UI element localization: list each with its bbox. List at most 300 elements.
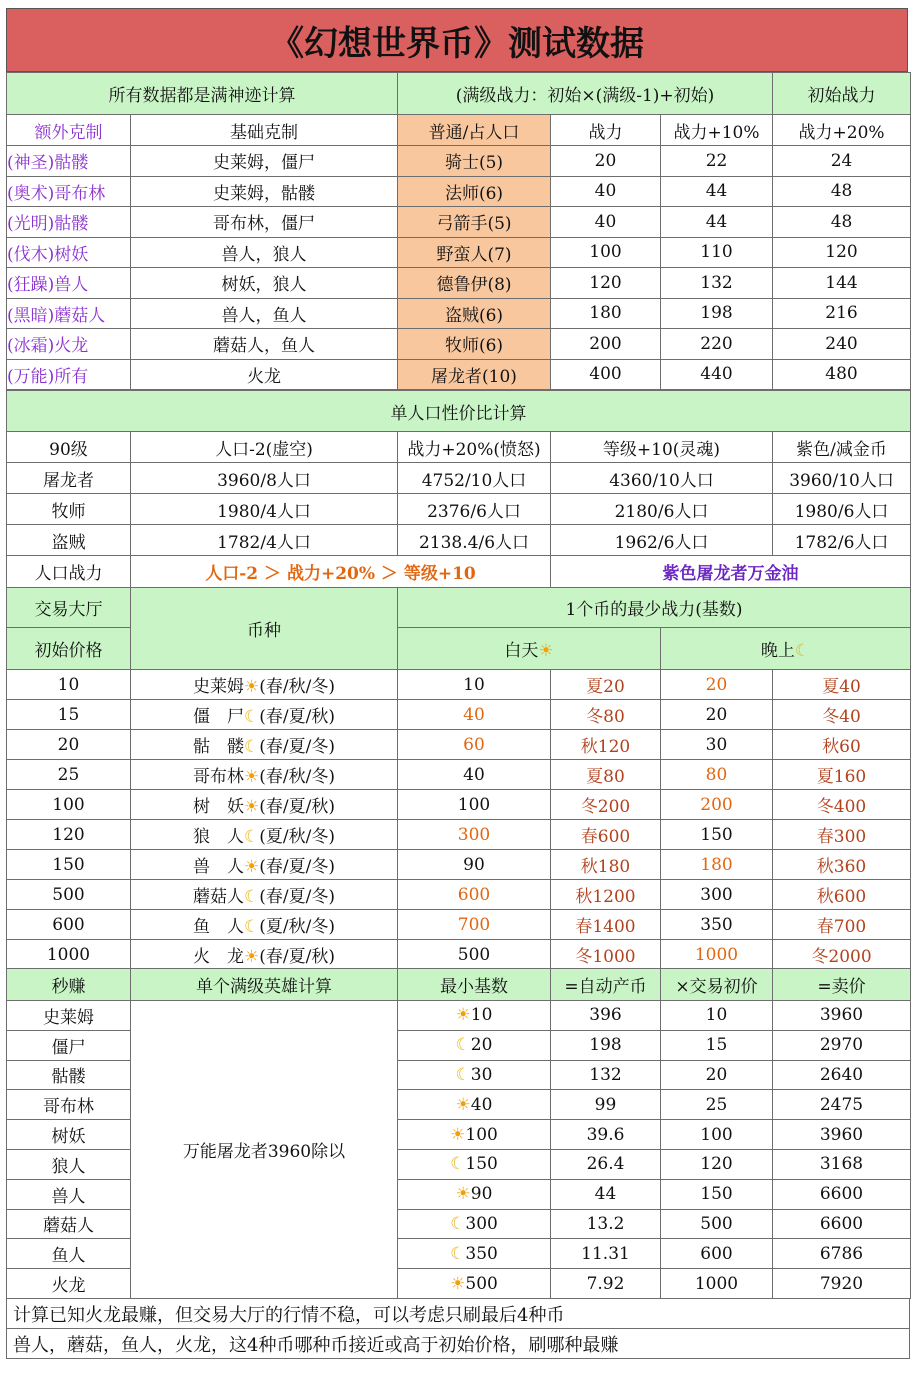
- hero-name-cell: 火龙: [7, 1269, 131, 1299]
- day-label: 白天: [504, 641, 539, 661]
- coin-row: [7, 880, 911, 910]
- power-10-cell: 110: [661, 237, 773, 268]
- night-season-cell: 春300: [773, 820, 911, 850]
- sell-price-cell: 6600: [773, 1209, 911, 1239]
- coin-cell: [131, 760, 398, 790]
- trade-price-cell: 10: [661, 1001, 773, 1031]
- base-counter-cell: 蘑菇人，鱼人: [131, 329, 398, 360]
- coin-name: 骷 髅: [193, 737, 244, 757]
- hero-name-cell: 哥布林: [7, 1090, 131, 1120]
- power-cell: 200: [551, 329, 661, 360]
- trade-price-cell: 20: [661, 1060, 773, 1090]
- col-level-10-soul: 等级+10(灵魂): [551, 432, 773, 463]
- moon-icon: ☾: [244, 827, 260, 847]
- day-season-cell: 秋180: [551, 850, 661, 880]
- sell-price-cell: 6600: [773, 1179, 911, 1209]
- hero-name-cell: 蘑菇人: [7, 1209, 131, 1239]
- base-counter-cell: 哥布林，僵尸: [131, 207, 398, 238]
- soul-cell: 1962/6人口: [551, 525, 773, 556]
- col-level: 90级: [7, 432, 131, 463]
- moon-icon: ☾: [794, 641, 811, 661]
- market-header: 交易大厅: [7, 588, 131, 628]
- base-counter-cell: 树妖，狼人: [131, 268, 398, 299]
- hero-name-cell: 骷髅: [7, 1060, 131, 1090]
- sell-price-cell: 2475: [773, 1090, 911, 1120]
- rage-cell: 2138.4/6人口: [398, 525, 551, 556]
- moon-icon: ☾: [450, 1213, 466, 1234]
- hero-name-cell: 僵尸: [7, 1030, 131, 1060]
- power-10-cell: 44: [661, 176, 773, 207]
- summary-purple: 紫色屠龙者万金油: [551, 556, 911, 588]
- hero-name-cell: 狼人: [7, 1149, 131, 1179]
- coin-cell: [131, 940, 398, 970]
- extra-counter-cell: (冰霜)火龙: [7, 329, 131, 360]
- sun-icon: ☀: [455, 1184, 471, 1205]
- night-season-cell: 秋360: [773, 850, 911, 880]
- col-power-10: 战力+10%: [661, 115, 773, 146]
- night-label: 晚上: [760, 641, 795, 661]
- coin-name: 树 妖: [193, 797, 244, 817]
- coin-cell: [131, 790, 398, 820]
- power-20-cell: 216: [773, 298, 911, 329]
- power-cell: 40: [551, 176, 661, 207]
- hero-row: [7, 268, 911, 299]
- hero-row: [7, 176, 911, 207]
- day-season-cell: 冬200: [551, 790, 661, 820]
- sun-icon: ☀: [455, 1094, 471, 1115]
- auto-coin-cell: 11.31: [551, 1239, 661, 1269]
- coin-market-table: [6, 587, 911, 970]
- coin-name: 哥布林: [193, 767, 244, 787]
- coin-row: [7, 760, 911, 790]
- coin-cell: [131, 880, 398, 910]
- power-20-cell: 480: [773, 359, 911, 390]
- moon-icon: ☾: [455, 1035, 471, 1056]
- base-counter-cell: 史莱姆，骷髅: [131, 176, 398, 207]
- sell-price-cell: 7920: [773, 1269, 911, 1299]
- sun-icon: ☀: [455, 1005, 471, 1026]
- coin-cell: [131, 910, 398, 940]
- col-unit: 普通/占人口: [398, 115, 551, 146]
- night-season-cell: 冬2000: [773, 940, 911, 970]
- section2-body: [7, 463, 911, 556]
- trade-price-cell: 15: [661, 1030, 773, 1060]
- min-base-value: 350: [465, 1243, 498, 1264]
- min-base-value: 10: [470, 1005, 493, 1026]
- night-base-cell: 30: [661, 730, 773, 760]
- coin-name: 僵 尸: [193, 707, 244, 727]
- day-base-cell: 600: [398, 880, 551, 910]
- coin-seasons: (春/秋/冬): [259, 677, 335, 697]
- summary-orange: 人口-2 ＞ 战力+20% ＞ 等级+10: [131, 556, 551, 588]
- power-10-cell: 22: [661, 146, 773, 177]
- footer-line-1: 计算已知火龙最赚，但交易大厅的行情不稳，可以考虑只刷最后4种币: [7, 1299, 910, 1329]
- section2-column-row: [7, 432, 911, 463]
- hero-power-table: [6, 72, 911, 390]
- coin-cell: [131, 700, 398, 730]
- auto-coin-cell: 198: [551, 1030, 661, 1060]
- day-season-cell: 夏80: [551, 760, 661, 790]
- col-single-hero: 单个满级英雄计算: [131, 969, 398, 1001]
- unit-cell: 屠龙者(10): [398, 359, 551, 390]
- min-base-value: 150: [465, 1154, 498, 1175]
- col-sell-price: =卖价: [773, 969, 911, 1001]
- col-min-base: 最小基数: [398, 969, 551, 1001]
- trade-price-cell: 500: [661, 1209, 773, 1239]
- soul-cell: 4360/10人口: [551, 463, 773, 494]
- day-season-cell: 秋120: [551, 730, 661, 760]
- unit-cell: 法师(6): [398, 176, 551, 207]
- hero-cell: 屠龙者: [7, 463, 131, 494]
- base-counter-cell: 火龙: [131, 359, 398, 390]
- power-20-cell: 48: [773, 176, 911, 207]
- sun-icon: ☀: [450, 1273, 466, 1294]
- col-auto-coin: =自动产币: [551, 969, 661, 1001]
- night-season-cell: 夏40: [773, 670, 911, 700]
- day-season-cell: 夏20: [551, 670, 661, 700]
- trade-price-cell: 25: [661, 1090, 773, 1120]
- night-base-cell: 200: [661, 790, 773, 820]
- trade-price-cell: 150: [661, 1179, 773, 1209]
- coin-name: 狼 人: [193, 827, 244, 847]
- section3-body: [7, 670, 911, 970]
- hero-name-cell: 史莱姆: [7, 1001, 131, 1031]
- coin-seasons: (春/夏/冬): [259, 887, 335, 907]
- col-trade-price: ×交易初价: [661, 969, 773, 1001]
- hero-row: [7, 359, 911, 390]
- day-season-cell: 冬1000: [551, 940, 661, 970]
- coin-row: [7, 790, 911, 820]
- moon-icon: ☾: [244, 887, 260, 907]
- extra-counter-cell: (伐木)树妖: [7, 237, 131, 268]
- moon-icon: ☾: [450, 1154, 466, 1175]
- night-base-cell: 180: [661, 850, 773, 880]
- min-base-value: 300: [465, 1213, 498, 1234]
- night-header: [661, 628, 911, 670]
- col-power-20: 战力+20%: [773, 115, 911, 146]
- base-counter-cell: 兽人，鱼人: [131, 298, 398, 329]
- power-20-cell: 48: [773, 207, 911, 238]
- power-cell: 400: [551, 359, 661, 390]
- section3-header-row-1: [7, 588, 911, 628]
- extra-counter-cell: (光明)骷髅: [7, 207, 131, 238]
- min-power-header: 1个币的最少战力(基数): [398, 588, 911, 628]
- coin-seasons: (春/秋/冬): [259, 767, 335, 787]
- coin-cell: [131, 670, 398, 700]
- footer-line-2: 兽人，蘑菇，鱼人，火龙，这4种币哪种币接近或高于初始价格，刷哪种最赚: [7, 1329, 910, 1359]
- night-season-cell: 夏160: [773, 760, 911, 790]
- col-seconds-earn: 秒赚: [7, 969, 131, 1001]
- auto-coin-cell: 7.92: [551, 1269, 661, 1299]
- day-season-cell: 冬80: [551, 700, 661, 730]
- section4-column-row: [7, 969, 911, 1001]
- coin-seasons: (夏/秋/冬): [259, 917, 335, 937]
- col-power-20-rage: 战力+20%(愤怒): [398, 432, 551, 463]
- sun-icon: ☀: [244, 767, 260, 787]
- section2-header-row: [7, 391, 911, 432]
- day-header: [398, 628, 661, 670]
- efficiency-row: [7, 525, 911, 556]
- trade-price-cell: 600: [661, 1239, 773, 1269]
- coin-name: 鱼 人: [193, 917, 244, 937]
- night-season-cell: 秋600: [773, 880, 911, 910]
- day-base-cell: 500: [398, 940, 551, 970]
- extra-counter-cell: (神圣)骷髅: [7, 146, 131, 177]
- min-base-value: 500: [465, 1273, 498, 1294]
- hero-cell: 牧师: [7, 494, 131, 525]
- price-cell: 100: [7, 790, 131, 820]
- day-season-cell: 春1400: [551, 910, 661, 940]
- section1-column-row: [7, 115, 911, 146]
- unit-cell: 骑士(5): [398, 146, 551, 177]
- min-base-cell: [398, 1239, 551, 1269]
- trade-price-cell: 1000: [661, 1269, 773, 1299]
- hero-row: [7, 207, 911, 238]
- population-cell: 1782/4人口: [131, 525, 398, 556]
- power-cell: 100: [551, 237, 661, 268]
- unit-cell: 盗贼(6): [398, 298, 551, 329]
- power-cell: 120: [551, 268, 661, 299]
- coin-cell: [131, 820, 398, 850]
- base-counter-cell: 史莱姆，僵尸: [131, 146, 398, 177]
- power-10-cell: 440: [661, 359, 773, 390]
- hero-cell: 盗贼: [7, 525, 131, 556]
- section1-mid-header: (满级战力：初始×(满级-1)+初始): [398, 73, 773, 115]
- power-10-cell: 220: [661, 329, 773, 360]
- rage-cell: 4752/10人口: [398, 463, 551, 494]
- price-cell: 25: [7, 760, 131, 790]
- moon-icon: ☾: [455, 1064, 471, 1085]
- sell-price-cell: 2970: [773, 1030, 911, 1060]
- hero-row: [7, 237, 911, 268]
- day-season-cell: 秋1200: [551, 880, 661, 910]
- min-base-cell: [398, 1001, 551, 1031]
- sun-icon: ☀: [450, 1124, 466, 1145]
- day-season-cell: 春600: [551, 820, 661, 850]
- auto-coin-cell: 39.6: [551, 1120, 661, 1150]
- power-10-cell: 198: [661, 298, 773, 329]
- section1-left-header: 所有数据都是满神迹计算: [7, 73, 398, 115]
- power-10-cell: 44: [661, 207, 773, 238]
- coin-seasons: (春/夏/冬): [259, 737, 335, 757]
- coin-name: 史莱姆: [193, 677, 244, 697]
- auto-coin-cell: 396: [551, 1001, 661, 1031]
- night-season-cell: 春700: [773, 910, 911, 940]
- min-base-cell: [398, 1030, 551, 1060]
- price-cell: 1000: [7, 940, 131, 970]
- sell-price-cell: 2640: [773, 1060, 911, 1090]
- night-season-cell: 冬400: [773, 790, 911, 820]
- power-20-cell: 144: [773, 268, 911, 299]
- day-base-cell: 60: [398, 730, 551, 760]
- section2-summary-row: [7, 556, 911, 588]
- min-base-value: 90: [470, 1184, 493, 1205]
- min-base-value: 40: [470, 1094, 493, 1115]
- coin-seasons: (春/夏/秋): [259, 707, 335, 727]
- section1-body: [7, 146, 911, 390]
- section2-header: 单人口性价比计算: [7, 391, 911, 432]
- day-base-cell: 10: [398, 670, 551, 700]
- night-season-cell: 冬40: [773, 700, 911, 730]
- unit-cell: 弓箭手(5): [398, 207, 551, 238]
- sell-price-cell: 3168: [773, 1149, 911, 1179]
- night-base-cell: 20: [661, 670, 773, 700]
- coin-name: 蘑菇人: [193, 887, 244, 907]
- extra-counter-cell: (黑暗)蘑菇人: [7, 298, 131, 329]
- page-title: 《幻想世界币》测试数据: [6, 8, 908, 72]
- min-base-cell: [398, 1060, 551, 1090]
- night-base-cell: 300: [661, 880, 773, 910]
- sun-icon: ☀: [244, 677, 260, 697]
- coin-cell: [131, 730, 398, 760]
- coin-row: [7, 910, 911, 940]
- sun-icon: ☀: [244, 797, 260, 817]
- soul-cell: 2180/6人口: [551, 494, 773, 525]
- purple-cell: 1980/6人口: [773, 494, 911, 525]
- coin-name: 火 龙: [193, 947, 244, 967]
- initial-price-header: 初始价格: [7, 628, 131, 670]
- day-base-cell: 40: [398, 700, 551, 730]
- section1-header-row: [7, 73, 911, 115]
- trade-price-cell: 120: [661, 1149, 773, 1179]
- coin-cell: [131, 850, 398, 880]
- power-20-cell: 24: [773, 146, 911, 177]
- unit-cell: 德鲁伊(8): [398, 268, 551, 299]
- power-10-cell: 132: [661, 268, 773, 299]
- rage-cell: 2376/6人口: [398, 494, 551, 525]
- purple-cell: 1782/6人口: [773, 525, 911, 556]
- summary-label: 人口战力: [7, 556, 131, 588]
- moon-icon: ☾: [244, 737, 260, 757]
- footer-notes: [6, 1298, 910, 1359]
- auto-coin-cell: 13.2: [551, 1209, 661, 1239]
- unit-cell: 野蛮人(7): [398, 237, 551, 268]
- min-base-value: 100: [465, 1124, 498, 1145]
- min-base-cell: [398, 1269, 551, 1299]
- night-season-cell: 秋60: [773, 730, 911, 760]
- moon-icon: ☾: [450, 1243, 466, 1264]
- min-base-cell: [398, 1090, 551, 1120]
- base-counter-cell: 兽人，狼人: [131, 237, 398, 268]
- coin-row: [7, 700, 911, 730]
- price-cell: 150: [7, 850, 131, 880]
- sun-icon: ☀: [538, 641, 554, 661]
- earnings-table: [6, 968, 911, 1299]
- night-base-cell: 1000: [661, 940, 773, 970]
- power-20-cell: 240: [773, 329, 911, 360]
- section4-body: [7, 1001, 911, 1299]
- day-base-cell: 700: [398, 910, 551, 940]
- min-base-cell: [398, 1209, 551, 1239]
- merged-note-cell: 万能屠龙者3960除以: [131, 1001, 398, 1299]
- efficiency-row: [7, 494, 911, 525]
- price-cell: 500: [7, 880, 131, 910]
- auto-coin-cell: 99: [551, 1090, 661, 1120]
- price-cell: 15: [7, 700, 131, 730]
- moon-icon: ☾: [244, 917, 260, 937]
- purple-cell: 3960/10人口: [773, 463, 911, 494]
- auto-coin-cell: 26.4: [551, 1149, 661, 1179]
- night-base-cell: 20: [661, 700, 773, 730]
- col-extra-counter: 额外克制: [7, 115, 131, 146]
- coin-seasons: (春/夏/秋): [259, 797, 335, 817]
- night-base-cell: 80: [661, 760, 773, 790]
- hero-row: [7, 298, 911, 329]
- power-cell: 40: [551, 207, 661, 238]
- coin-seasons: (春/夏/秋): [259, 947, 335, 967]
- night-base-cell: 350: [661, 910, 773, 940]
- price-cell: 20: [7, 730, 131, 760]
- section1-right-header: 初始战力: [773, 73, 911, 115]
- earnings-row: [7, 1001, 911, 1031]
- coin-row: [7, 730, 911, 760]
- min-base-cell: [398, 1149, 551, 1179]
- price-cell: 10: [7, 670, 131, 700]
- day-base-cell: 90: [398, 850, 551, 880]
- trade-price-cell: 100: [661, 1120, 773, 1150]
- hero-name-cell: 鱼人: [7, 1239, 131, 1269]
- auto-coin-cell: 132: [551, 1060, 661, 1090]
- population-cell: 1980/4人口: [131, 494, 398, 525]
- coin-row: [7, 820, 911, 850]
- hero-row: [7, 329, 911, 360]
- coin-row: [7, 850, 911, 880]
- moon-icon: ☾: [244, 707, 260, 727]
- unit-cell: 牧师(6): [398, 329, 551, 360]
- sell-price-cell: 6786: [773, 1239, 911, 1269]
- extra-counter-cell: (万能)所有: [7, 359, 131, 390]
- power-20-cell: 120: [773, 237, 911, 268]
- coin-seasons: (夏/秋/冬): [259, 827, 335, 847]
- day-base-cell: 100: [398, 790, 551, 820]
- auto-coin-cell: 44: [551, 1179, 661, 1209]
- min-base-value: 30: [470, 1064, 493, 1085]
- coin-row: [7, 940, 911, 970]
- hero-name-cell: 树妖: [7, 1120, 131, 1150]
- min-base-cell: [398, 1120, 551, 1150]
- coin-row: [7, 670, 911, 700]
- coin-seasons: (春/夏/冬): [259, 857, 335, 877]
- min-base-cell: [398, 1179, 551, 1209]
- extra-counter-cell: (奥术)哥布林: [7, 176, 131, 207]
- efficiency-row: [7, 463, 911, 494]
- col-population-2: 人口-2(虚空): [131, 432, 398, 463]
- coin-name: 兽 人: [193, 857, 244, 877]
- cost-efficiency-table: [6, 390, 911, 588]
- population-cell: 3960/8人口: [131, 463, 398, 494]
- col-purple-gold: 紫色/减金币: [773, 432, 911, 463]
- extra-counter-cell: (狂躁)兽人: [7, 268, 131, 299]
- price-cell: 600: [7, 910, 131, 940]
- col-base-counter: 基础克制: [131, 115, 398, 146]
- night-base-cell: 150: [661, 820, 773, 850]
- power-cell: 20: [551, 146, 661, 177]
- sell-price-cell: 3960: [773, 1120, 911, 1150]
- spreadsheet: [6, 8, 910, 1363]
- day-base-cell: 300: [398, 820, 551, 850]
- price-cell: 120: [7, 820, 131, 850]
- min-base-value: 20: [470, 1035, 493, 1056]
- hero-name-cell: 兽人: [7, 1179, 131, 1209]
- power-cell: 180: [551, 298, 661, 329]
- sun-icon: ☀: [244, 857, 260, 877]
- sell-price-cell: 3960: [773, 1001, 911, 1031]
- day-base-cell: 40: [398, 760, 551, 790]
- coin-type-header: 币种: [131, 588, 398, 670]
- sun-icon: ☀: [244, 947, 260, 967]
- col-power: 战力: [551, 115, 661, 146]
- hero-row: [7, 146, 911, 177]
